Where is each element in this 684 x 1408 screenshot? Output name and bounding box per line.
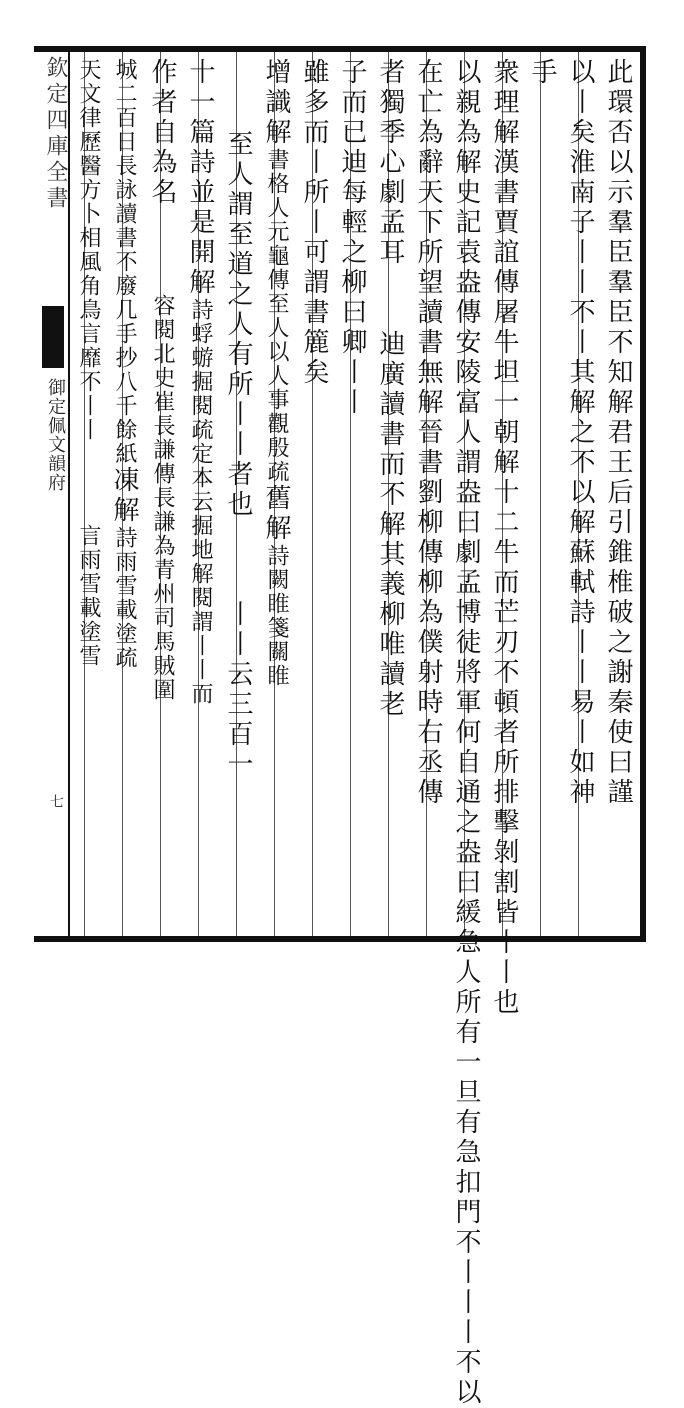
column-text: 子而已迪每輕之柳曰卿丨丨: [337, 58, 367, 418]
text-column: [410, 58, 446, 808]
column-text: 詩雨雪載塗疏: [112, 526, 137, 670]
text-column: [296, 58, 332, 388]
entry-heading: 讀書無解: [413, 298, 443, 418]
text-column: [258, 58, 294, 688]
column-text: 詩蜉蝣掘閱疏定本云掘地解閱謂丨丨而: [188, 298, 213, 706]
column-text: 此環否以示羣臣羣臣不知解君王后引錐椎破之謝秦使曰謹: [603, 58, 633, 808]
margin-book-title: 御定佩文韻府: [45, 378, 66, 492]
text-column: [372, 58, 408, 720]
column-text: 言雨雪載塗雪: [76, 524, 101, 668]
column-text: 手: [527, 58, 557, 88]
column-text: 十一篇詩並是: [185, 58, 215, 238]
entry-heading: 舊解: [261, 484, 291, 544]
text-column: [182, 58, 218, 706]
text-column: [562, 58, 598, 808]
text-column: [144, 58, 180, 702]
column-rule: [540, 52, 541, 936]
top-border: [34, 46, 646, 52]
right-border: [640, 46, 646, 942]
column-text: 者獨季心劇孟耳: [375, 58, 405, 268]
entry-heading: 衆理解: [489, 58, 519, 148]
entry-heading: 增識解: [261, 58, 291, 148]
bottom-border: [34, 936, 646, 942]
column-text: 晉書劉柳傳柳為僕射時右丞傳: [413, 418, 443, 808]
column-text: 丨丨云三百一: [223, 600, 253, 780]
column-text: 雖多而丨所丨可謂書簏矣: [299, 58, 329, 388]
column-text: 作者自為名: [147, 58, 177, 208]
column-text: 詩闕睢箋關睢: [264, 544, 289, 688]
text-column: [334, 58, 370, 418]
column-text: 城二百日長詠讀書不廢几手抄八千餘紙: [112, 58, 137, 466]
column-text: 天文律歷醫方卜相風角鳥言靡不丨丨: [76, 58, 101, 442]
column-text: 迪廣讀書而不解其義柳唯讀老: [375, 330, 405, 720]
column-text: 至人謂至道之人有所丨丨者也: [223, 130, 253, 520]
margin-title: 欽定四庫全書: [43, 56, 68, 212]
text-column: [106, 58, 142, 670]
text-column: [524, 58, 560, 88]
entry-heading: 凍解: [109, 466, 139, 526]
text-column: [600, 58, 636, 808]
text-column: [220, 58, 256, 780]
text-column: [70, 58, 106, 668]
text-column: [448, 58, 484, 1408]
column-text: 漢書賈誼傳屠牛坦一朝解十二牛而芒刃不頓者所排擊剝割皆丨丨也: [489, 148, 519, 1018]
column-text: 容閱北史崔長謙傳長謙為青州司馬賊圍: [150, 294, 175, 702]
entry-heading: 以親為解: [451, 58, 481, 178]
column-text: 書格人元龜傳至人以人事觀殷疏: [264, 148, 289, 484]
column-text: 以丨矣淮南子丨丨不丨其解之不以解蘇軾詩丨丨易丨如神: [565, 58, 595, 808]
entry-heading: 開解: [185, 238, 215, 298]
text-column: [486, 58, 522, 1018]
margin-fishtail-block: [42, 306, 64, 368]
column-text: 在亡為辭天下所望: [413, 58, 443, 298]
margin-page-number: 七: [48, 794, 64, 808]
column-text: 史記袁盎傳安陵富人謂盎曰劇孟博徒將軍何自通之盎曰緩急人所有一旦有急扣門不丨丨丨不以: [451, 178, 481, 1408]
